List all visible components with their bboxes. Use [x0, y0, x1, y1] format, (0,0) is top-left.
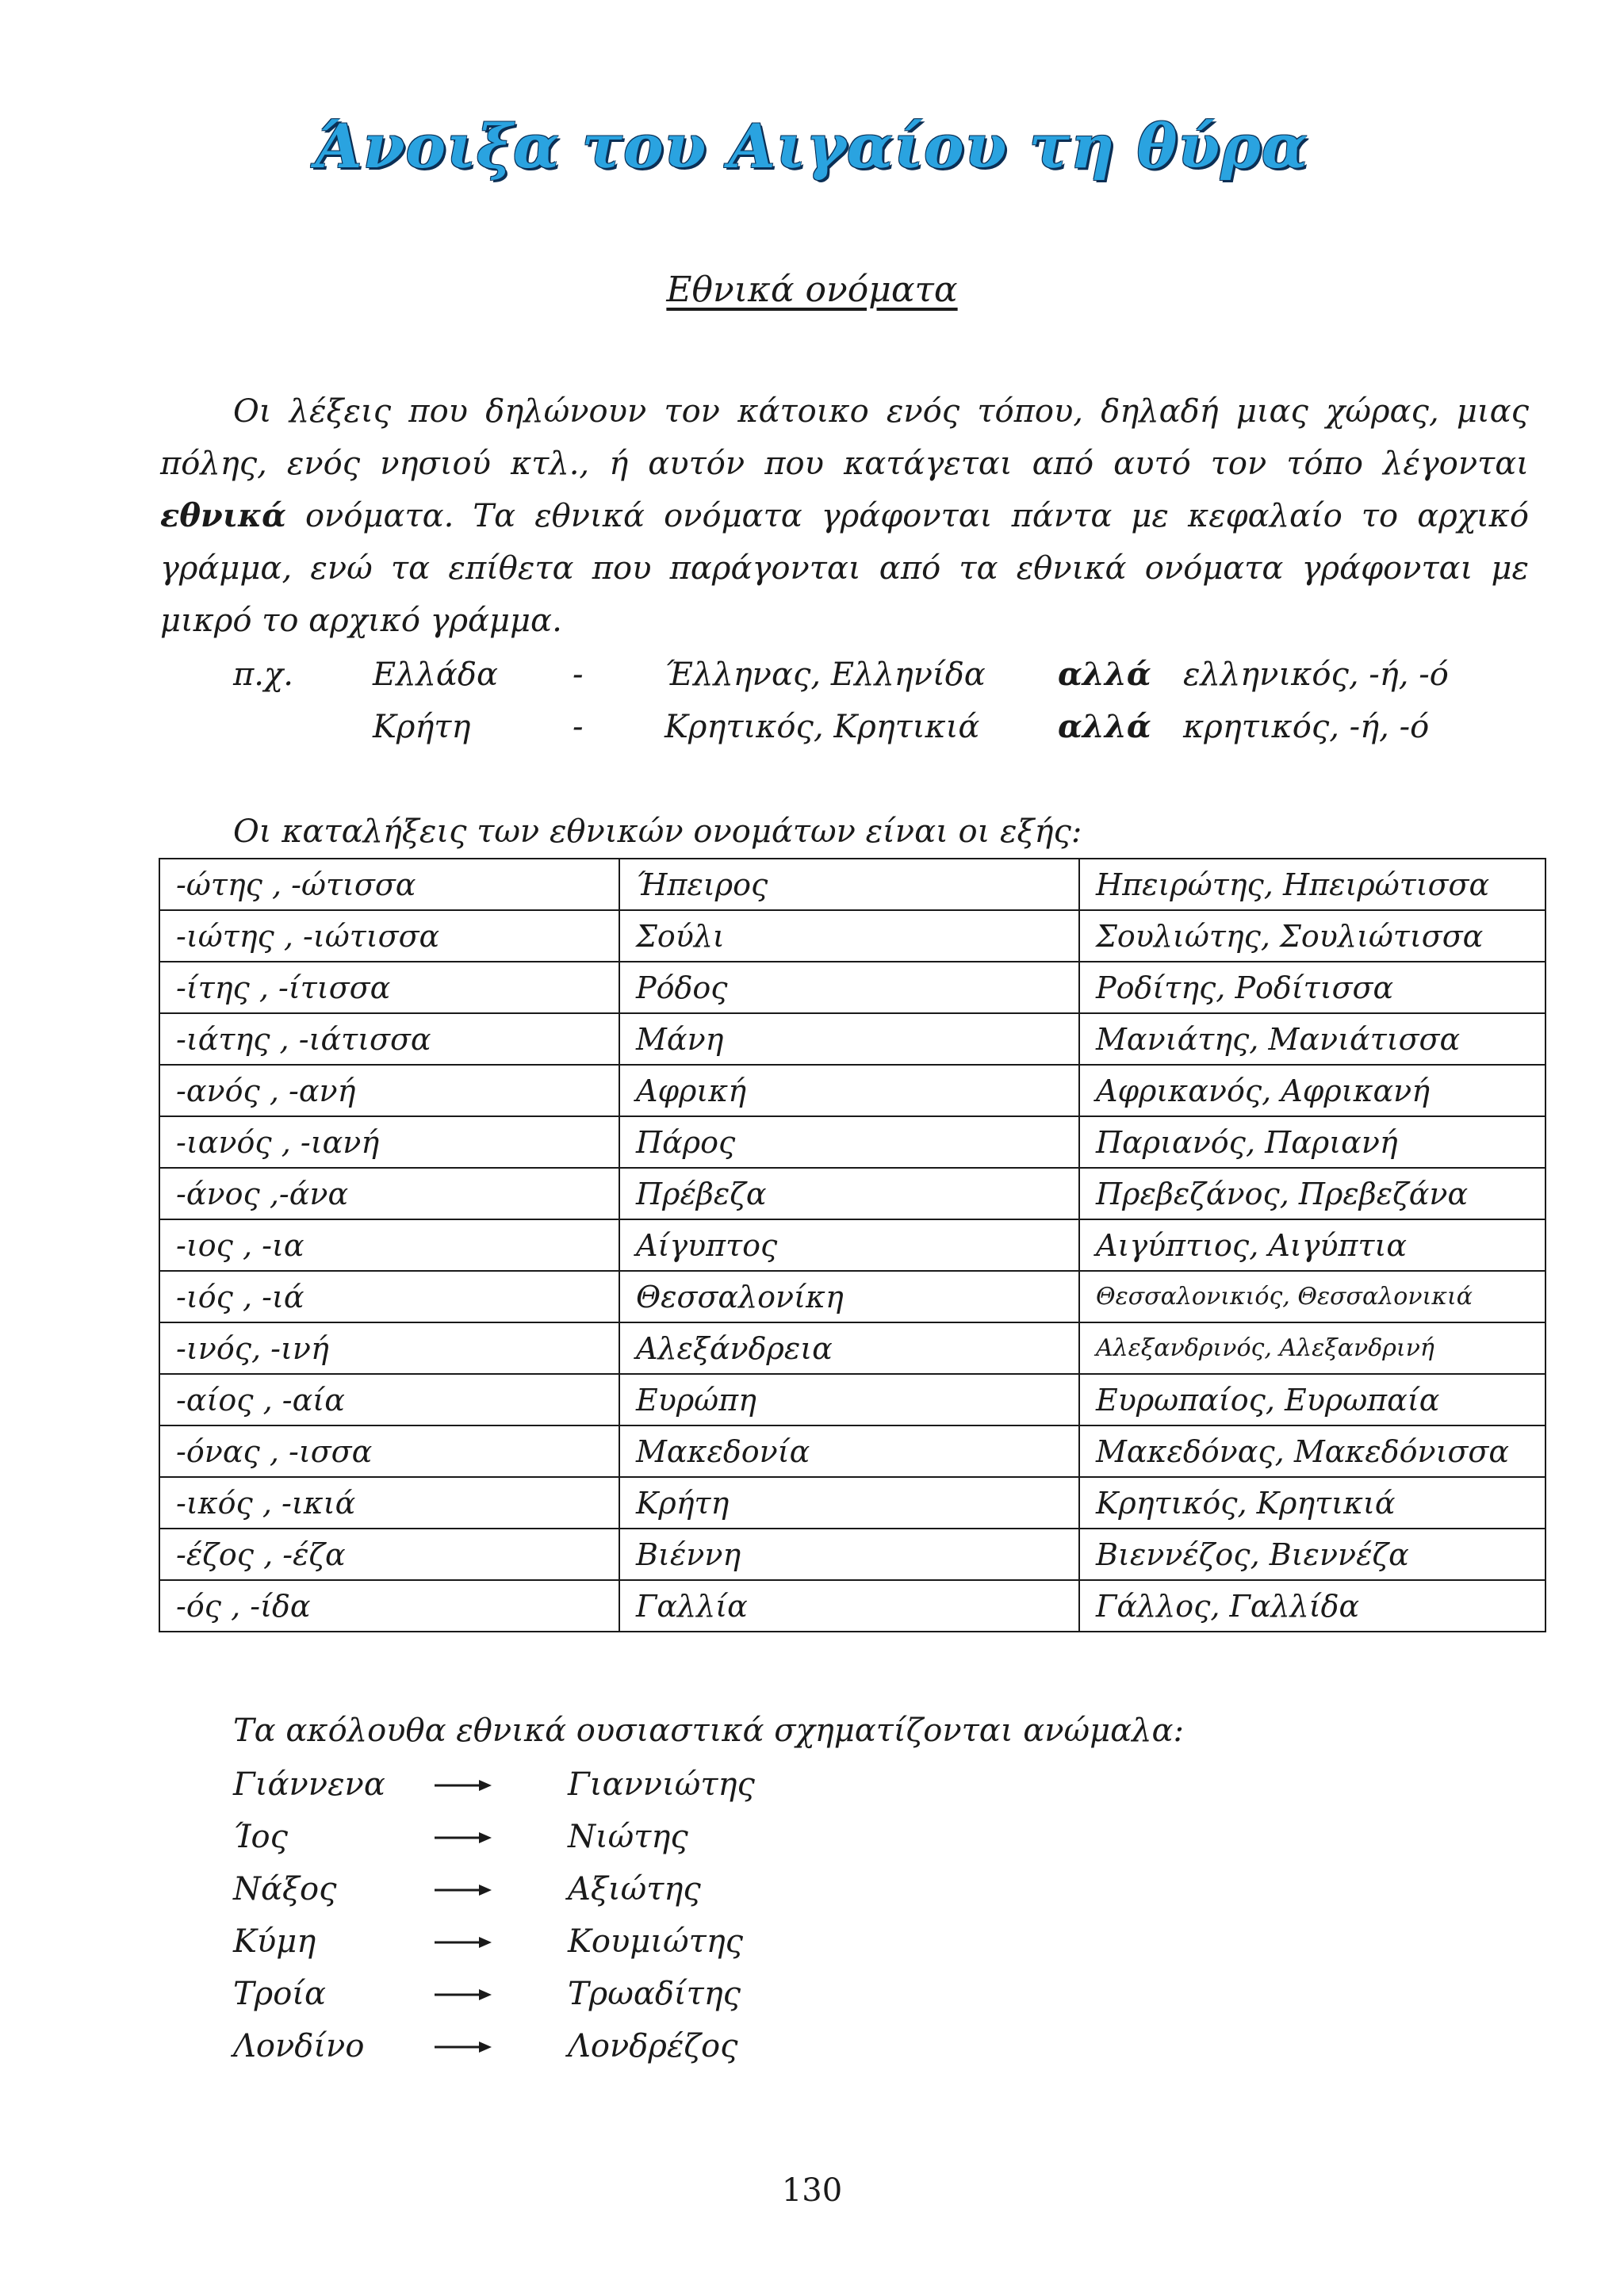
irregular-intro: Τα ακόλουθα εθνικά ουσιαστικά σχηματίζονται ανώμαλα:	[233, 1712, 1185, 1749]
place-cell: Ήπειρος	[619, 859, 1079, 910]
ending-cell: -ός , -ίδα	[159, 1580, 619, 1632]
irregular-from: Νάξος	[233, 1871, 337, 1908]
intro-paragraph	[160, 385, 1529, 647]
irregular-to: Τρωαδίτης	[568, 1976, 741, 2012]
table-row	[159, 962, 1545, 1013]
example-dash: -	[573, 709, 584, 745]
table-row	[159, 859, 1545, 910]
example-adjective: ελληνικός, -ή, -ό	[1183, 656, 1449, 693]
table-row	[159, 1271, 1545, 1322]
endings-intro: Οι καταλήξεις των εθνικών ονομάτων είναι οι εξής:	[233, 813, 1082, 850]
example-cell: Παριανός, Παριανή	[1079, 1116, 1545, 1168]
arrow-right-icon	[435, 1830, 492, 1846]
example-cell: Σουλιώτης, Σουλιώτισσα	[1079, 910, 1545, 962]
irregular-to: Αξιώτης	[568, 1871, 701, 1908]
place-cell: Αίγυπτος	[619, 1219, 1079, 1271]
example-row-2	[0, 701, 1624, 753]
place-cell: Θεσσαλονίκη	[619, 1271, 1079, 1322]
section-title: Εθνικά ονόματα	[666, 270, 958, 310]
table-row	[159, 1013, 1545, 1065]
irregular-from: Κύμη	[233, 1923, 316, 1960]
table-row	[159, 1580, 1545, 1632]
example-cell: Πρεβεζάνος, Πρεβεζάνα	[1079, 1168, 1545, 1219]
example-place: Ελλάδα	[373, 656, 499, 693]
list-item	[0, 1811, 1624, 1863]
ending-cell: -ιος , -ια	[159, 1219, 619, 1271]
table-row	[159, 1065, 1545, 1116]
page-number: 130	[781, 2172, 843, 2209]
example-prefix: π.χ.	[233, 656, 293, 693]
example-names: Κρητικός, Κρητικιά	[665, 709, 980, 745]
list-item	[0, 1863, 1624, 1915]
endings-table	[159, 858, 1546, 1632]
place-cell: Γαλλία	[619, 1580, 1079, 1632]
ending-cell: -αίος , -αία	[159, 1374, 619, 1425]
place-cell: Πάρος	[619, 1116, 1079, 1168]
irregular-from: Λονδίνο	[233, 2028, 365, 2064]
table-row	[159, 1168, 1545, 1219]
table-row	[159, 1374, 1545, 1425]
ending-cell: -ιανός , -ιανή	[159, 1116, 619, 1168]
irregular-from: Τροία	[233, 1976, 326, 2012]
place-cell: Βιέννη	[619, 1529, 1079, 1580]
ending-cell: -ίτης , -ίτισσα	[159, 962, 619, 1013]
example-names: Έλληνας, Ελληνίδα	[665, 656, 986, 693]
table-row	[159, 1477, 1545, 1529]
arrow-right-icon	[435, 1934, 492, 1950]
place-cell: Μάνη	[619, 1013, 1079, 1065]
place-cell: Αφρική	[619, 1065, 1079, 1116]
page-title: Άνοιξα του Αιγαίου τη θύρα	[315, 111, 1309, 182]
intro-text-1: Οι λέξεις που δηλώνουν τον κάτοικο ενός τόπου, δηλαδή μιας χώρας, μιας πόλης, ενός νησιού κτλ., ή αυτόν που κατάγεται από αυτό τον τόπο λέγονται	[160, 393, 1529, 482]
example-but: αλλά	[1058, 708, 1151, 745]
list-item	[0, 1915, 1624, 1968]
irregular-from: Γιάννενα	[233, 1766, 385, 1803]
example-cell: Θεσσαλονικιός, Θεσσαλονικιά	[1079, 1271, 1545, 1322]
ending-cell: -άνος ,-άνα	[159, 1168, 619, 1219]
table-row	[159, 1116, 1545, 1168]
example-cell: Ηπειρώτης, Ηπειρώτισσα	[1079, 859, 1545, 910]
table-row	[159, 910, 1545, 962]
example-place: Κρήτη	[373, 709, 471, 745]
ending-cell: -ιάτης , -ιάτισσα	[159, 1013, 619, 1065]
example-cell: Αλεξανδρινός, Αλεξανδρινή	[1079, 1322, 1545, 1374]
example-cell: Γάλλος, Γαλλίδα	[1079, 1580, 1545, 1632]
place-cell: Πρέβεζα	[619, 1168, 1079, 1219]
ending-cell: -ανός , -ανή	[159, 1065, 619, 1116]
irregular-to: Λονδρέζος	[568, 2028, 738, 2064]
example-cell: Κρητικός, Κρητικιά	[1079, 1477, 1545, 1529]
ending-cell: -ιός , -ιά	[159, 1271, 619, 1322]
example-cell: Ροδίτης, Ροδίτισσα	[1079, 962, 1545, 1013]
irregular-to: Νιώτης	[568, 1819, 688, 1855]
example-dash: -	[573, 656, 584, 693]
example-row-1	[0, 649, 1624, 701]
example-cell: Βιεννέζος, Βιεννέζα	[1079, 1529, 1545, 1580]
example-cell: Αιγύπτιος, Αιγύπτια	[1079, 1219, 1545, 1271]
arrow-right-icon	[435, 1777, 492, 1793]
intro-text-2: ονόματα. Τα εθνικά ονόματα γράφονται πάντα με κεφαλαίο το αρχικό γράμμα, ενώ τα επίθετα που παράγονται από τα εθνικά ονόματα γράφονται με μικρό το αρχικό γράμμα.	[160, 498, 1529, 639]
table-row	[159, 1219, 1545, 1271]
example-cell: Μακεδόνας, Μακεδόνισσα	[1079, 1425, 1545, 1477]
irregular-from: Ίος	[233, 1819, 288, 1855]
example-adjective: κρητικός, -ή, -ό	[1183, 709, 1430, 745]
example-cell: Μανιάτης, Μανιάτισσα	[1079, 1013, 1545, 1065]
example-but: αλλά	[1058, 656, 1151, 693]
ending-cell: -έζος , -έζα	[159, 1529, 619, 1580]
ending-cell: -ινός, -ινή	[159, 1322, 619, 1374]
ending-cell: -ικός , -ικιά	[159, 1477, 619, 1529]
place-cell: Ρόδος	[619, 962, 1079, 1013]
irregular-to: Γιαννιώτης	[568, 1766, 755, 1803]
place-cell: Σούλι	[619, 910, 1079, 962]
list-item	[0, 1968, 1624, 2020]
table-row	[159, 1322, 1545, 1374]
ending-cell: -ώτης , -ώτισσα	[159, 859, 619, 910]
example-cell: Ευρωπαίος, Ευρωπαία	[1079, 1374, 1545, 1425]
table-row	[159, 1425, 1545, 1477]
arrow-right-icon	[435, 2039, 492, 2055]
arrow-right-icon	[435, 1987, 492, 2003]
table-row	[159, 1529, 1545, 1580]
ending-cell: -ιώτης , -ιώτισσα	[159, 910, 619, 962]
place-cell: Κρήτη	[619, 1477, 1079, 1529]
irregular-to: Κουμιώτης	[568, 1923, 744, 1960]
list-item	[0, 1758, 1624, 1811]
arrow-right-icon	[435, 1882, 492, 1898]
place-cell: Μακεδονία	[619, 1425, 1079, 1477]
example-cell: Αφρικανός, Αφρικανή	[1079, 1065, 1545, 1116]
ending-cell: -όνας , -ισσα	[159, 1425, 619, 1477]
list-item	[0, 2020, 1624, 2072]
intro-bold-term: εθνικά	[160, 497, 286, 534]
irregular-list	[0, 1758, 1624, 2072]
place-cell: Ευρώπη	[619, 1374, 1079, 1425]
place-cell: Αλεξάνδρεια	[619, 1322, 1079, 1374]
